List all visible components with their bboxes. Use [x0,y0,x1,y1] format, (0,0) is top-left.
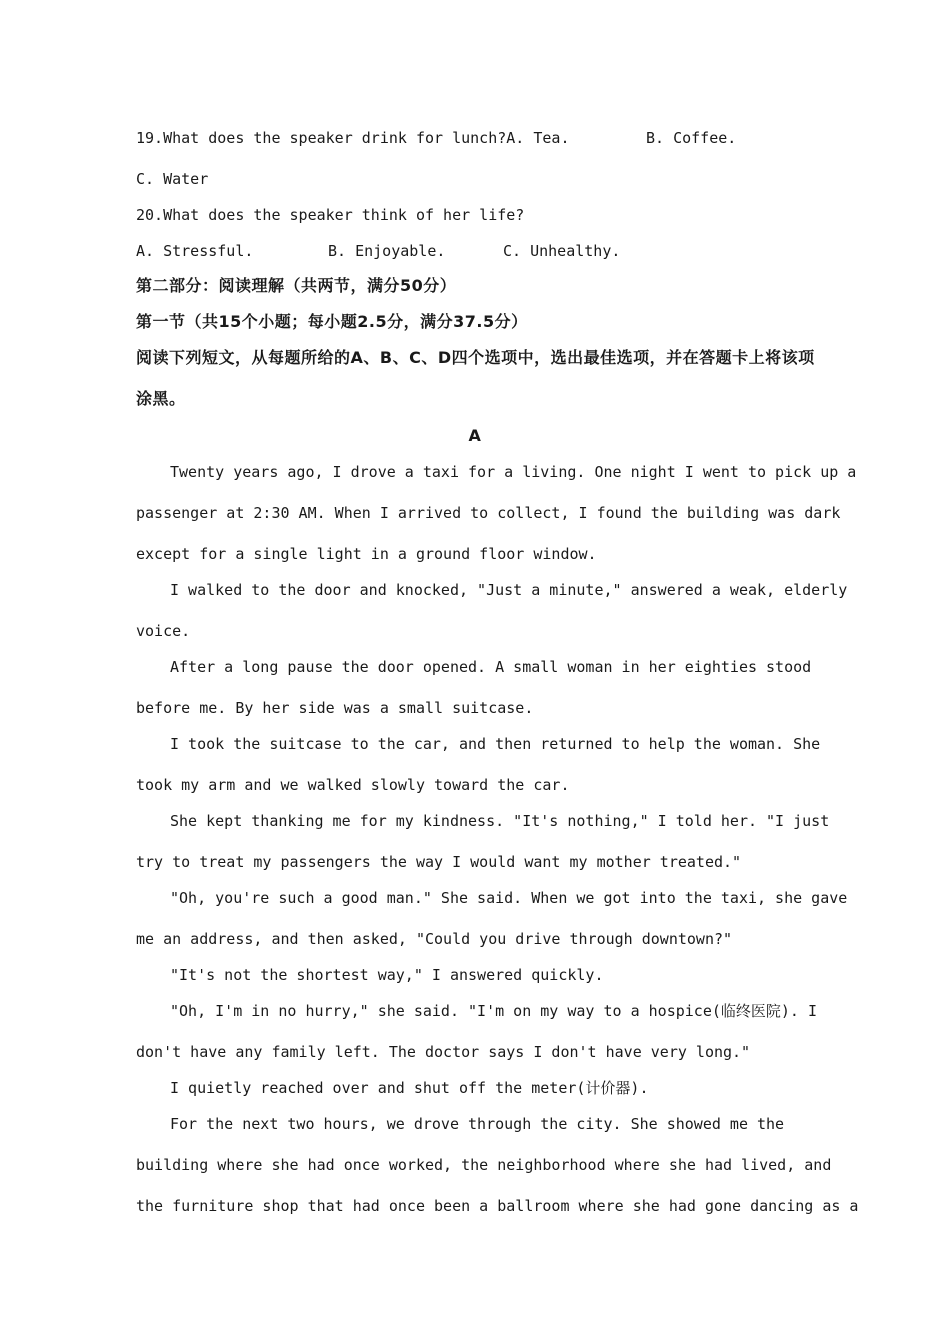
passage-line: try to treat my passengers the way I would want my mother treated." [136,853,742,871]
section-1-title: 第一节（共15个小题；每小题2.5分，满分37.5分） [136,312,528,331]
passage-line: don't have any family left. The doctor says I don't have very long." [136,1043,751,1061]
passage-line: voice. [136,622,191,640]
question-19-stem: 19.What does the speaker drink for lunch?A. Tea. [136,129,570,147]
passage-line: She kept thanking me for my kindness. "It's nothing," I told her. "I just [170,812,830,830]
passage-line: me an address, and then asked, "Could you drive through downtown?" [136,930,733,948]
passage-line: "Oh, I'm in no hurry," she said. "I'm on my way to a hospice(临终医院). I [170,1002,817,1020]
question-20-option-a: A. Stressful. [136,242,254,260]
passage-line: For the next two hours, we drove through the city. She showed me the [170,1115,785,1133]
passage-label: A [468,426,482,445]
passage-line: except for a single light in a ground floor window. [136,545,597,563]
passage-line: I took the suitcase to the car, and then returned to help the woman. She [170,735,821,753]
instructions-line-2: 涂黑。 [136,389,186,408]
passage-line: before me. By her side was a small suitcase. [136,699,534,717]
passage-line: the furniture shop that had once been a ballroom where she had gone dancing as a [136,1197,859,1215]
instructions-line-1: 阅读下列短文，从每题所给的A、B、C、D四个选项中，选出最佳选项，并在答题卡上将该项 [136,348,815,367]
question-19-option-c: C. Water [136,170,209,188]
passage-line: I walked to the door and knocked, "Just a minute," answered a weak, elderly [170,581,848,599]
question-20-stem: 20.What does the speaker think of her life? [136,206,525,224]
question-20-option-c: C. Unhealthy. [503,242,621,260]
passage-line: Twenty years ago, I drove a taxi for a living. One night I went to pick up a [170,463,857,481]
passage-line: "It's not the shortest way," I answered quickly. [170,966,604,984]
part-2-title: 第二部分：阅读理解（共两节，满分50分） [136,276,457,295]
passage-line: passenger at 2:30 AM. When I arrived to collect, I found the building was dark [136,504,841,522]
question-19-option-b: B. Coffee. [646,129,737,147]
passage-line: building where she had once worked, the neighborhood where she had lived, and [136,1156,832,1174]
passage-line: After a long pause the door opened. A small woman in her eighties stood [170,658,812,676]
passage-line: took my arm and we walked slowly toward the car. [136,776,570,794]
question-20-option-b: B. Enjoyable. [328,242,446,260]
passage-line: I quietly reached over and shut off the meter(计价器). [170,1079,649,1097]
passage-line: "Oh, you're such a good man." She said. When we got into the taxi, she gave [170,889,848,907]
